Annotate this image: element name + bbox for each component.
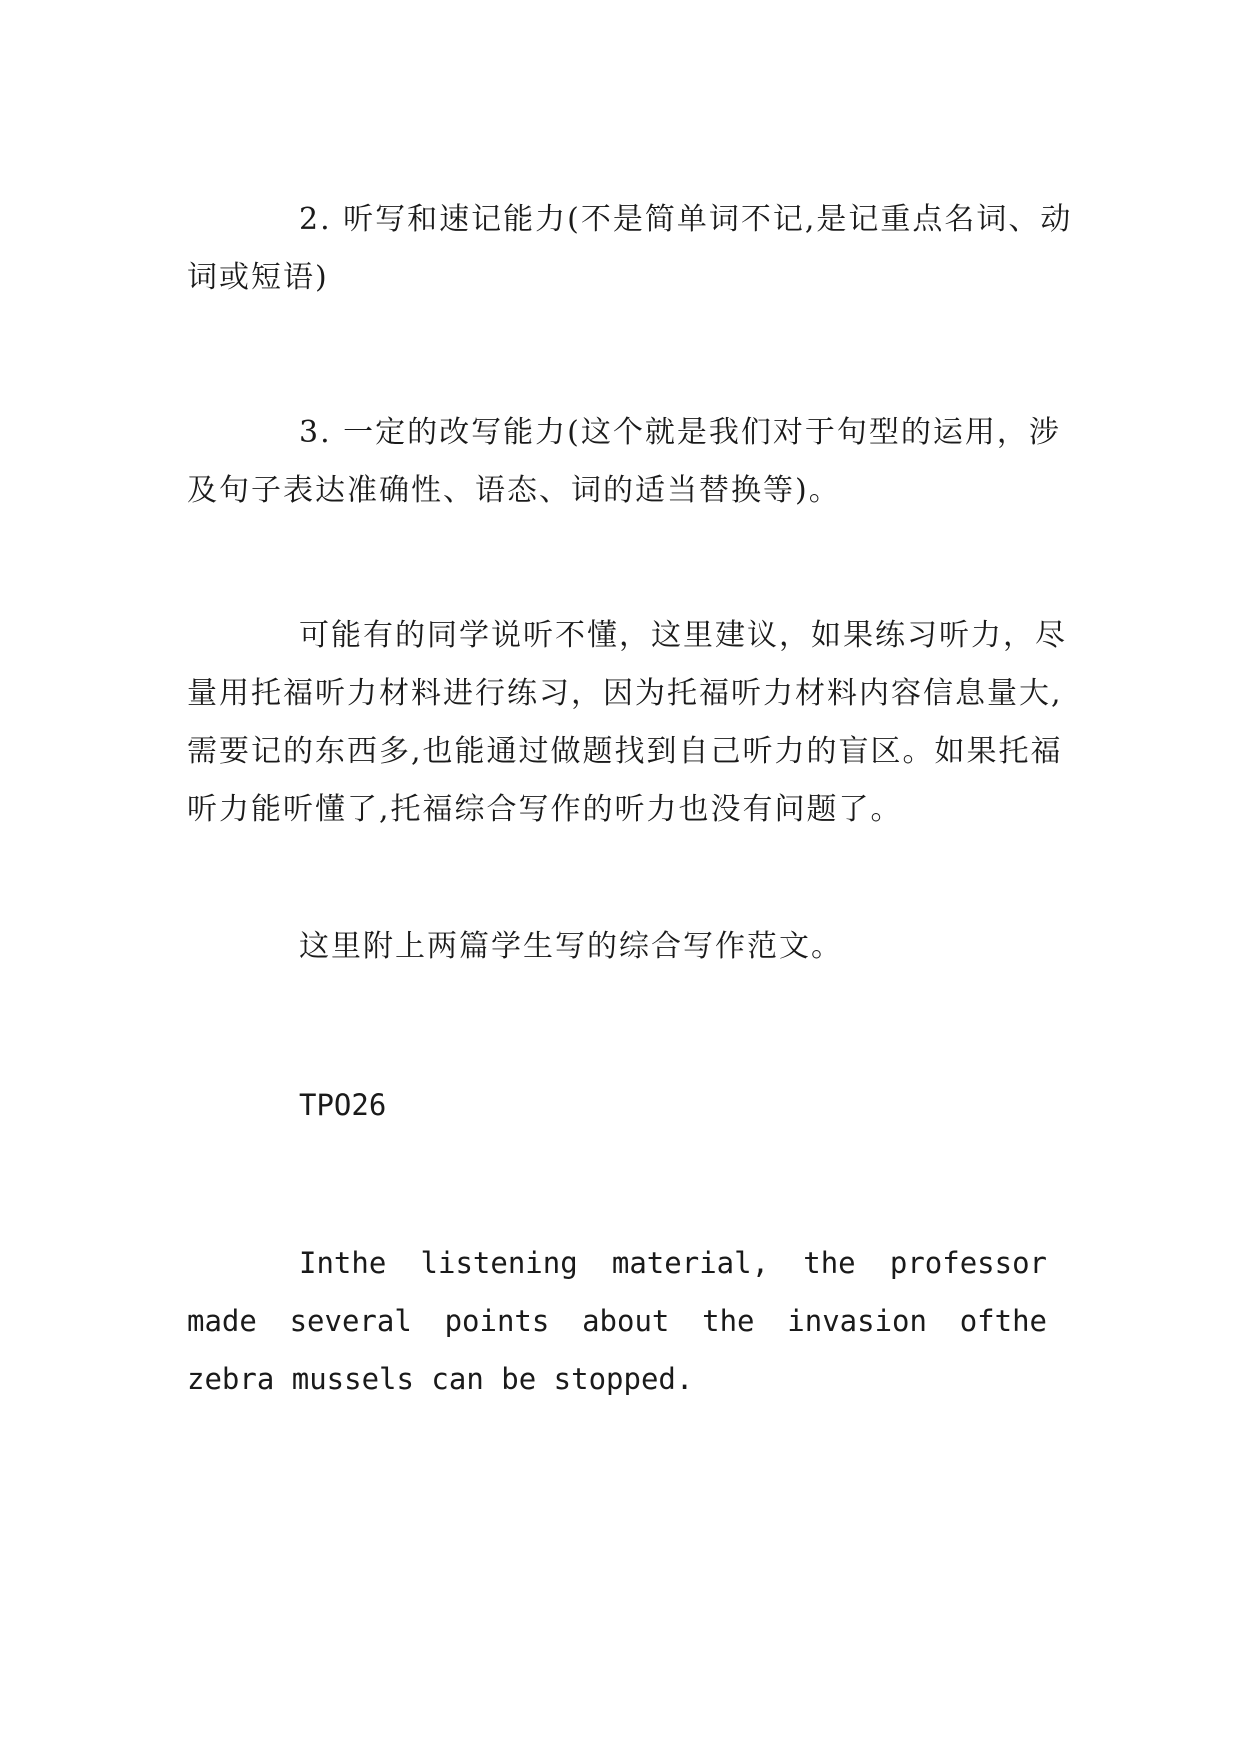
paragraph-sample-essays-intro: 这里附上两篇学生写的综合写作范文。 <box>299 929 843 964</box>
paragraph-listening-shorthand: 2. 听写和速记能力(不是简单词不记,是记重点名词、动词或短语) <box>187 202 1073 295</box>
paragraph-toefl-listening-advice: 可能有的同学说听不懂，这里建议，如果练习听力，尽量用托福听力材料进行练习，因为托福听力材料内容信息量大,需要记的东西多,也能通过做题找到自己听力的盲区。如果托福听力能听懂了,托福综合写作的听力也没有问题了。 <box>187 618 1067 827</box>
paragraph-sample-essay-opening: Inthe listening material, the professor made several points about the invasion ofthe zebra mussels can be stopped. <box>187 1246 1047 1396</box>
paragraph-rewriting-ability: 3. 一定的改写能力(这个就是我们对于句型的运用，涉及句子表达准确性、语态、词的适当替换等)。 <box>187 415 1061 508</box>
section-heading-tpo26: TPO26 <box>299 1088 387 1122</box>
